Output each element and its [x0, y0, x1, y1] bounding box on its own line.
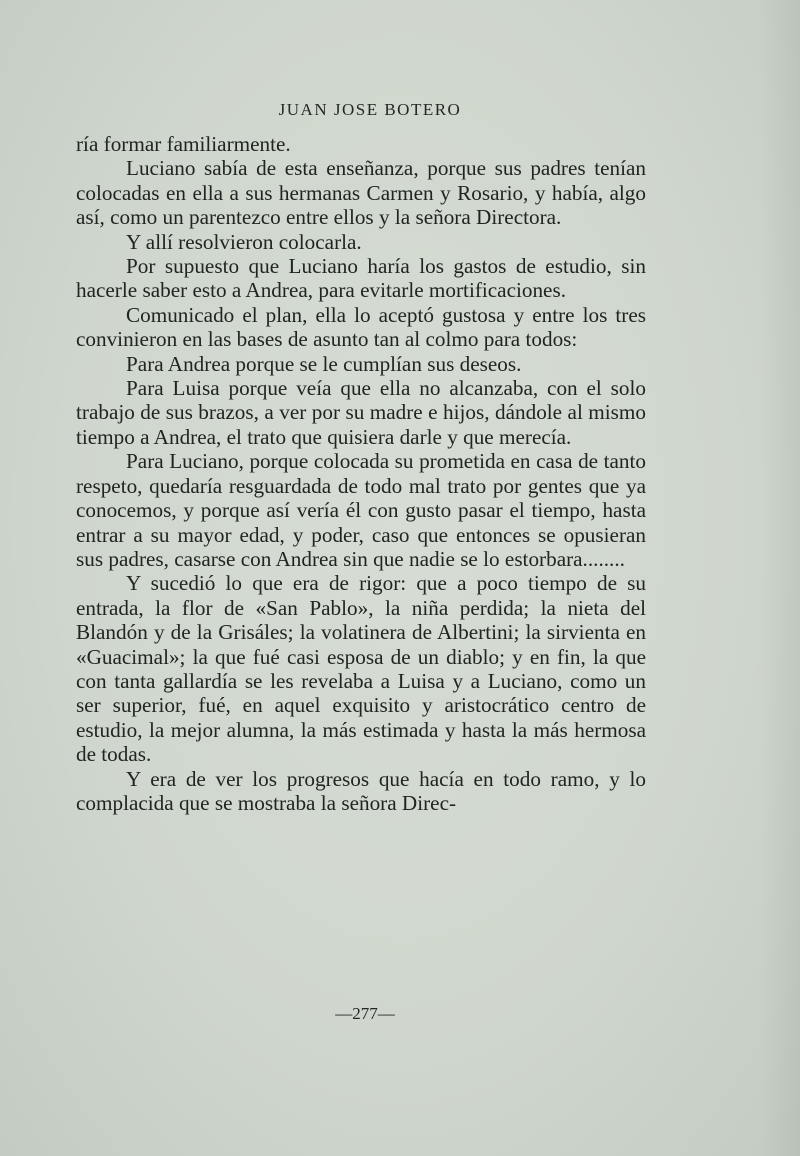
running-head: JUAN JOSE BOTERO [278, 100, 462, 119]
paragraph: Para Andrea porque se le cumplían sus deseos. [126, 351, 522, 376]
paragraph: Luciano sabía de esta enseñanza, porque sus padres tenían colocadas en ella a sus hermanas Carmen y Rosario, y había, algo así, como un parentezco entre ellos y la señora Directora. [76, 156, 646, 230]
paragraph: Para Luisa porque veía que ella no alcanzaba, con el solo trabajo de sus brazos, a ver por su madre e hijos, dándole al mismo tiempo a Andrea, el trato que quisiera darle y que merecía. [76, 376, 646, 449]
paragraph: Y sucedió lo que era de rigor: que a poco tiempo de su entrada, la flor de «San Pablo», la niña perdida; la nieta del Blandón y de la Grisáles; la volatinera de Albertini; la sirvienta en «Guacimal»; la que fué casi esposa de un diablo; y en fin, la que con tanta gallardía se les revelaba a Luisa y a Luciano, como un ser superior, fué, en aquel exquisito y aristocrático centro de estudio, la mejor alumna, la más estimada y hasta la más hermosa de todas. [76, 571, 646, 767]
paragraph: Comunicado el plan, ella lo aceptó gustosa y entre los tres convinieron en las bases de asunto tan al colmo para todos: [76, 302, 646, 352]
page-number: —277— [335, 1004, 395, 1023]
paragraph: ría formar familiarmente. [76, 132, 291, 156]
page-edge-shadow [760, 0, 800, 1156]
paragraph: Por supuesto que Luciano haría los gastos de estudio, sin hacerle saber esto a Andrea, para evitarle mortificaciones. [76, 254, 646, 303]
page-body [76, 132, 646, 815]
paragraph: Y era de ver los progresos que hacía en todo ramo, y lo complacida que se mostraba la señora Direc- [76, 766, 646, 815]
paragraph: Y allí resolvieron colocarla. [126, 229, 362, 254]
paragraph: Para Luciano, porque colocada su prometida en casa de tanto respeto, quedaría resguardada de todo mal trato por gentes que ya conocemos, y porque así vería él con gusto pasar el tiempo, hasta entrar a su mayor edad, y poder, caso que entonces se opusieran sus padres, casarse con Andrea sin que nadie se lo estorbara........ [76, 449, 646, 571]
